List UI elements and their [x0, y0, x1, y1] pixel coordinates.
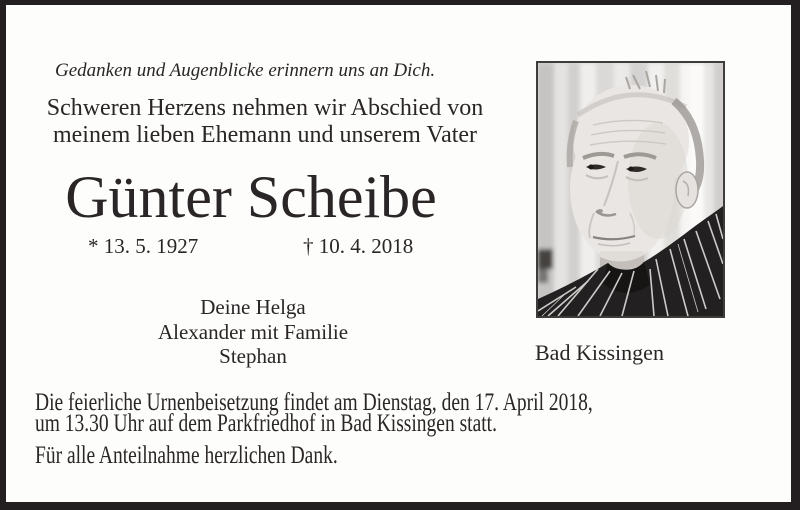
- memorial-quote: Gedanken und Augenblicke erinnern uns an Dich.: [55, 60, 436, 81]
- ceremony-info: [35, 389, 750, 437]
- mourners-list: [40, 295, 466, 369]
- death-date: † 10. 4. 2018: [303, 234, 414, 258]
- mourner-1: Deine Helga: [200, 295, 306, 319]
- portrait-illustration: [538, 63, 723, 316]
- city-label: Bad Kissingen: [535, 340, 664, 365]
- intro-text: [40, 95, 490, 149]
- intro-line-2: meinem lieben Ehemann und unserem Vater: [52, 122, 478, 148]
- thanks-text: [35, 442, 423, 469]
- deceased-name: Günter Scheibe: [65, 164, 437, 230]
- birth-date: * 13. 5. 1927: [88, 234, 199, 258]
- mourner-3: Stephan: [219, 344, 287, 368]
- thanks-line: Für alle Anteilnahme herzlichen Dank.: [35, 442, 338, 469]
- portrait-photo: [536, 61, 725, 318]
- mourner-2: Alexander mit Familie: [157, 319, 349, 344]
- intro-line-1: Schweren Herzens nehmen wir Abschied von: [46, 95, 484, 121]
- ceremony-line-2: um 13.30 Uhr auf dem Parkfriedhof in Bad Kissingen statt.: [35, 410, 497, 437]
- ceremony-line-1: Die feierliche Urnenbeisetzung findet am Dienstag, den 17. April 2018,: [35, 389, 593, 416]
